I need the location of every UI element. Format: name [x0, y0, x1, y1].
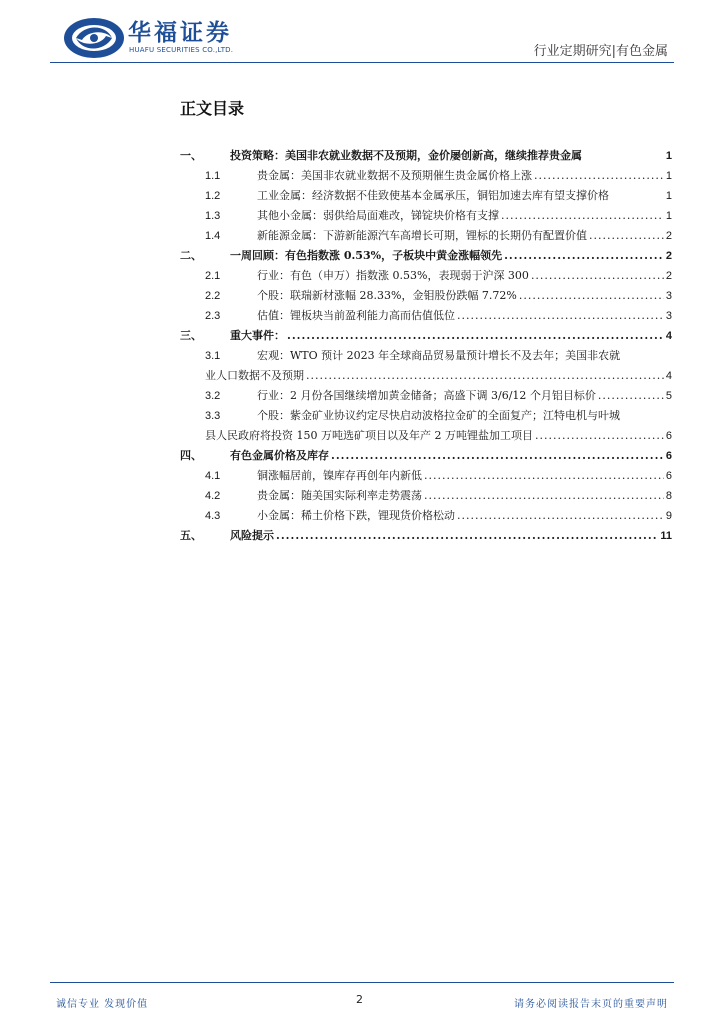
- toc-entry-number: 1.2: [205, 190, 221, 202]
- toc-entry-number: 二、: [180, 249, 202, 262]
- toc-entry-text: 行业：2 月份各国继续增加黄金储备；高盛下调 3/6/12 个月铝目标价: [257, 389, 596, 402]
- report-type-label: 行业定期研究|有色金属: [533, 44, 668, 59]
- toc-entry-page: 9: [665, 510, 672, 522]
- footer-divider: [50, 982, 674, 983]
- toc-entry-text: 新能源金属：下游新能源汽车高增长可期，锂标的长期仍有配置价值: [257, 229, 587, 242]
- toc-entry-number: 五、: [180, 529, 202, 542]
- logo-english-name: HUAFU SECURITIES CO.,LTD.: [129, 46, 234, 54]
- toc-entry-text: 贵金属：美国非农就业数据不及预期催生贵金属价格上涨: [257, 169, 532, 182]
- toc-entry-page: 1: [665, 210, 672, 222]
- logo-chinese-name: 华福证券: [128, 19, 232, 46]
- toc-entry-number: 3.3: [205, 410, 221, 422]
- toc-entry-number: 3.1: [205, 350, 221, 362]
- toc-entry[interactable]: [180, 246, 672, 266]
- toc-leader-dots: [531, 266, 664, 286]
- toc-entry-text: 个股：紫金矿业协议约定尽快启动波格拉金矿的全面复产；江特电机与叶城: [257, 409, 620, 422]
- toc-entry[interactable]: [180, 186, 672, 206]
- toc-entry-number: 2.1: [205, 270, 221, 282]
- toc-leader-dots: [534, 166, 664, 186]
- toc-entry-page: 6: [665, 430, 672, 442]
- toc-entry-page: 11: [660, 530, 672, 542]
- toc-entry-number: 4.3: [205, 510, 221, 522]
- toc-leader-dots: [457, 506, 664, 526]
- toc-entry-number: 4.1: [205, 470, 221, 482]
- toc-entry-page: 2: [665, 230, 672, 242]
- toc-entry-text: 个股：联瑞新材涨幅 28.33%，金钼股份跌幅 7.72%: [257, 289, 517, 302]
- toc-leader-dots: [424, 466, 664, 486]
- toc-entry[interactable]: [180, 306, 672, 326]
- toc-entry-page: 1: [665, 150, 672, 162]
- toc-entry[interactable]: [180, 226, 672, 246]
- toc-entry[interactable]: [180, 146, 672, 166]
- toc-leader-dots: [535, 426, 664, 446]
- toc-entry-page: 5: [665, 390, 672, 402]
- toc-entry-text: 工业金属：经济数据不佳致使基本金属承压，铜铝加速去库有望支撑价格: [257, 189, 609, 202]
- table-of-contents: [180, 146, 672, 546]
- toc-leader-dots: [501, 206, 664, 226]
- toc-entry-text: 小金属：稀土价格下跌，锂现货价格松动: [257, 509, 455, 522]
- toc-entry-page: 1: [665, 190, 672, 202]
- toc-leader-dots: [276, 526, 658, 546]
- toc-entry-page: 6: [665, 450, 672, 462]
- toc-entry-text: 有色金属价格及库存: [230, 449, 329, 462]
- toc-leader-dots: [424, 486, 664, 506]
- toc-entry-text: 贵金属：随美国实际利率走势震荡: [257, 489, 422, 502]
- toc-entry-text: 风险提示: [230, 529, 274, 542]
- footer-disclaimer: 请务必阅读报告末页的重要声明: [514, 999, 668, 1010]
- toc-entry-page: 2: [665, 250, 672, 262]
- toc-entry-number: 1.4: [205, 230, 221, 242]
- toc-entry-number: 2.3: [205, 310, 221, 322]
- toc-leader-dots: [457, 306, 664, 326]
- toc-entry-number: 1.3: [205, 210, 221, 222]
- toc-entry-page: 2: [665, 270, 672, 282]
- toc-entry-number: 四、: [180, 449, 202, 462]
- toc-entry-text: 铜涨幅居前，镍库存再创年内新低: [257, 469, 422, 482]
- toc-entry-3-1[interactable]: [180, 346, 672, 386]
- toc-entry-text: 一周回顾：有色指数涨 0.53%，子板块中黄金涨幅领先: [230, 249, 503, 262]
- toc-entry-page: 4: [665, 370, 672, 382]
- toc-entry-number: 4.2: [205, 490, 221, 502]
- toc-entry-text: 估值：锂板块当前盈利能力高而估值低位: [257, 309, 455, 322]
- toc-entry-number: 一、: [180, 149, 202, 162]
- toc-entry-3-3[interactable]: [180, 406, 672, 446]
- page-number: 2: [356, 993, 363, 1006]
- toc-entry[interactable]: [180, 526, 672, 546]
- toc-entry-text-continued: 业人口数据不及预期: [205, 369, 304, 382]
- toc-entry-text: 宏观：WTO 预计 2023 年全球商品贸易量预计增长不及去年；美国非农就: [257, 349, 621, 362]
- toc-entry[interactable]: [180, 446, 672, 466]
- toc-leader-dots: [287, 326, 664, 346]
- toc-entry-number: 3.2: [205, 390, 221, 402]
- toc-entry[interactable]: [180, 166, 672, 186]
- toc-entry-number: 1.1: [205, 170, 221, 182]
- footer-slogan: 诚信专业 发现价值: [56, 999, 149, 1010]
- toc-entry-page: 3: [665, 290, 672, 302]
- toc-entry-text-continued: 县人民政府将投资 150 万吨选矿项目以及年产 2 万吨锂盐加工项目: [205, 429, 533, 442]
- toc-entry[interactable]: [180, 506, 672, 526]
- toc-entry-page: 6: [665, 470, 672, 482]
- toc-entry-page: 3: [665, 310, 672, 322]
- toc-entry-number: 三、: [180, 329, 202, 342]
- page-header: [0, 0, 724, 70]
- huafu-logo-icon: [62, 16, 126, 60]
- toc-entry-text: 投资策略：美国非农就业数据不及预期，金价屡创新高，继续推荐贵金属: [230, 149, 582, 162]
- toc-title: 正文目录: [180, 99, 245, 118]
- toc-entry-3-2[interactable]: [180, 386, 672, 406]
- toc-entry[interactable]: [180, 326, 672, 346]
- toc-entry-number: 2.2: [205, 290, 221, 302]
- toc-entry[interactable]: [180, 486, 672, 506]
- toc-entry[interactable]: [180, 466, 672, 486]
- toc-entry-page: 1: [665, 170, 672, 182]
- toc-leader-dots: [331, 446, 664, 466]
- toc-leader-dots: [504, 246, 664, 266]
- header-divider: [50, 62, 674, 63]
- toc-leader-dots: [306, 366, 664, 386]
- toc-entry[interactable]: [180, 266, 672, 286]
- toc-leader-dots: [589, 226, 664, 246]
- toc-entry-text: 重大事件：: [230, 329, 285, 342]
- toc-leader-dots: [598, 386, 664, 406]
- toc-leader-dots: [519, 286, 664, 306]
- toc-entry-text: 其他小金属：弱供给局面难改，锑锭块价格有支撑: [257, 209, 499, 222]
- toc-entry-page: 8: [665, 490, 672, 502]
- toc-entry[interactable]: [180, 206, 672, 226]
- toc-entry[interactable]: [180, 286, 672, 306]
- toc-entry-page: 4: [665, 330, 672, 342]
- toc-entry-text: 行业：有色（申万）指数涨 0.53%，表现弱于沪深 300: [257, 269, 529, 282]
